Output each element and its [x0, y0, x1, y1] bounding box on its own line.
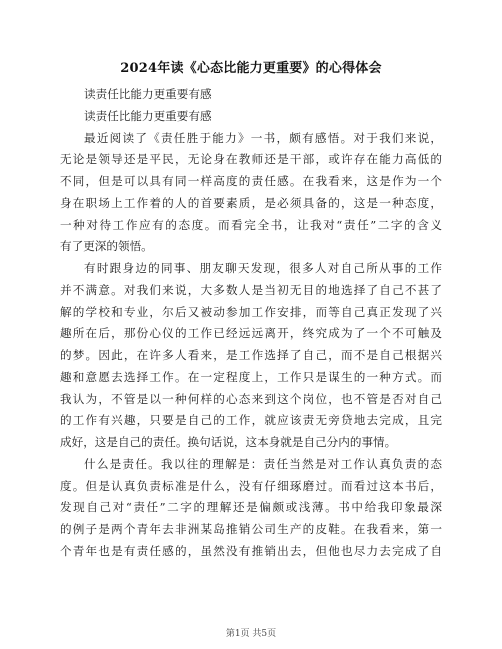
text-line: 趣和意愿去选择工作。在一定程度上，工作只是谋生的一种方式。而 [60, 369, 442, 384]
text-line: 的工作有兴趣，只要是自己的工作，就应该责无旁贷地去完成，且完 [60, 413, 442, 428]
text-line: 一种对待工作应有的态度。而看完全书，让我对“责任”二字的含义 [60, 217, 442, 232]
text-line: 最近阅读了《责任胜于能力》一书，颇有感悟。对于我们来说， [84, 130, 442, 145]
text-line: 的例子是两个青年去非洲某岛推销公司生产的皮鞋。在我看来，第一 [60, 522, 442, 536]
document-body [60, 84, 442, 563]
text-line: 发现自己对“责任”二字的理解还是偏颇或浅薄。书中给我印象最深 [60, 500, 442, 515]
page-footer: 第1页 共5页 [225, 629, 277, 639]
text-line: 并不满意。对我们来说，大多数人是当初无目的地选择了自己不甚了 [60, 282, 442, 297]
text-line: 度。但是认真负责标准是什么，没有仔细琢磨过。而看过这本书后， [60, 478, 442, 493]
text-line: 个青年也是有责任感的，虽然没有推销出去，但他也尽力去完成了自 [60, 543, 442, 558]
text-line: 不同，但是可以具有同一样高度的责任感。在我看来，这是作为一个 [60, 174, 442, 188]
text-line: 的梦。因此，在许多人看来，是工作选择了自己，而不是自己根据兴 [60, 348, 442, 362]
text-line: 趣所在后，那份心仪的工作已经远远离开，终究成为了一个不可触及 [60, 326, 442, 341]
text-line: 有时跟身边的同事、朋友聊天发现，很多人对自己所从事的工作 [84, 261, 442, 275]
text-line: 成好，这是自己的责任。换句话说，这本身就是自己分内的事情。 [60, 435, 397, 449]
text-line: 我认为，不管是以一种何样的心态来到这个岗位，也不管是否对自己 [60, 391, 442, 406]
text-line: 读责任比能力更重要有感 [84, 108, 212, 123]
text-line: 解的学校和专业，尔后又被动参加工作安排，而等自己真正发现了兴 [60, 304, 442, 319]
document-title: 2024年读《心态比能力更重要》的心得体会 [120, 61, 382, 76]
text-line: 什么是责任。我以往的理解是：责任当然是对工作认真负责的态 [84, 456, 442, 471]
text-line: 无论是领导还是平民，无论身在教师还是干部，或许存在能力高低的 [60, 152, 442, 167]
text-line: 身在职场上工作着的人的首要素质，是必须具备的，这是一种态度， [60, 195, 442, 210]
text-line: 读责任比能力更重要有感 [84, 87, 212, 101]
text-line: 有了更深的领悟。 [60, 239, 153, 254]
